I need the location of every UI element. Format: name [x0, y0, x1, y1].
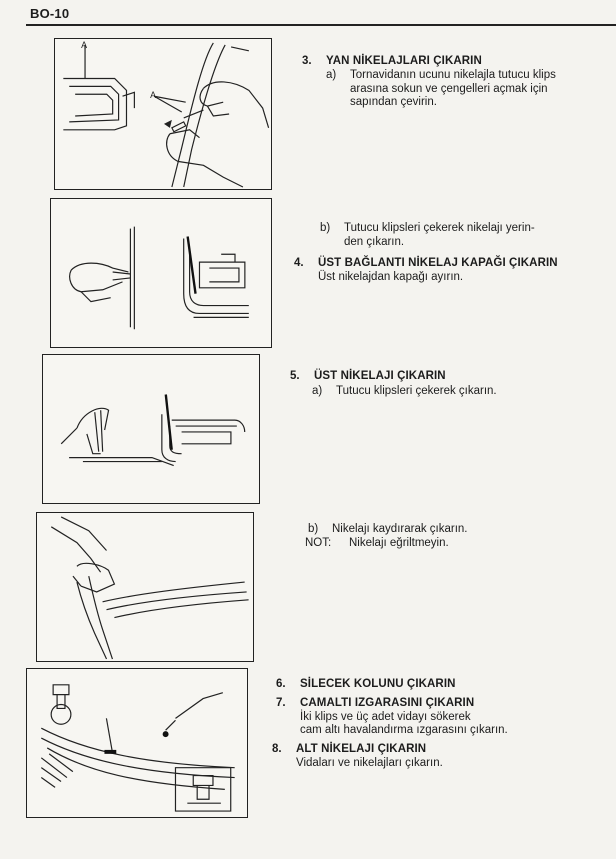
figure-1-illustration [55, 39, 271, 189]
step-3b-line-2: den çıkarın. [344, 235, 405, 248]
step-number: 7. [276, 697, 286, 709]
note-label: NOT: [305, 537, 332, 549]
figure-upper-molding-clip [42, 354, 260, 504]
step-3b-line-1: Tutucu klipsleri çekerek nikelajı yerin- [344, 222, 535, 234]
sub-label: b) [308, 523, 319, 535]
step-text: Üst nikelajdan kapağı ayırın. [318, 270, 464, 283]
figure-clip-pull [50, 198, 272, 348]
step-title: YAN NİKELAJLARI ÇIKARIN [326, 55, 482, 67]
sub-label: b) [320, 222, 331, 234]
callout-a-left: A [81, 39, 88, 50]
step-3a-line-3: sapından çevirin. [350, 96, 437, 108]
step-number: 5. [290, 370, 300, 382]
figure-5-illustration [27, 669, 247, 817]
step-5b-note [305, 537, 585, 551]
step-number: 4. [294, 257, 304, 269]
figure-cowl-grille [26, 668, 248, 818]
figure-2-illustration [51, 199, 271, 347]
header-rule [26, 24, 616, 26]
figure-4-illustration [37, 513, 253, 661]
step-title: CAMALTI IZGARASINI ÇIKARIN [300, 697, 475, 709]
note-text: Nikelajı eğriltmeyin. [349, 537, 449, 549]
step-7 [276, 697, 596, 738]
sub-label: a) [312, 385, 323, 397]
step-number: 3. [302, 55, 312, 67]
step-text: Tutucu klipsleri çekerek çıkarın. [336, 385, 497, 397]
step-5 [290, 370, 600, 384]
step-text: Nikelajı kaydırarak çıkarın. [332, 523, 468, 535]
figure-slide-molding [36, 512, 254, 662]
step-number: 8. [272, 743, 282, 755]
step-4 [294, 257, 604, 284]
step-title: ALT NİKELAJI ÇIKARIN [296, 743, 427, 755]
step-6 [276, 678, 596, 692]
sub-label: a) [326, 69, 337, 81]
callout-a-right: A [150, 90, 157, 101]
step-3b [320, 222, 600, 249]
step-3a-line-2: arasına sokun ve çengelleri açmak için [350, 82, 548, 95]
step-title: SİLECEK KOLUNU ÇIKARIN [300, 678, 456, 690]
step-5b [308, 523, 588, 537]
step-3a-line-1: Tornavidanın ucunu nikelajla tutucu klips [350, 69, 556, 81]
step-8 [272, 743, 592, 770]
figure-3-illustration [43, 355, 259, 503]
step-7-line-1: İki klips ve üç adet vidayı sökerek [300, 710, 471, 723]
figure-side-molding-clip [54, 38, 272, 190]
step-title: ÜST NİKELAJI ÇIKARIN [314, 370, 446, 382]
step-3a [326, 69, 606, 110]
page-code: BO-10 [30, 6, 70, 21]
step-5a [312, 385, 592, 399]
step-3 [302, 55, 602, 69]
step-text: Vidaları ve nikelajları çıkarın. [296, 756, 443, 769]
step-title: ÜST BAĞLANTI NİKELAJ KAPAĞI ÇIKARIN [318, 257, 558, 269]
step-number: 6. [276, 678, 286, 690]
step-7-line-2: cam altı havalandırma ızgarasını çıkarın. [300, 724, 508, 736]
